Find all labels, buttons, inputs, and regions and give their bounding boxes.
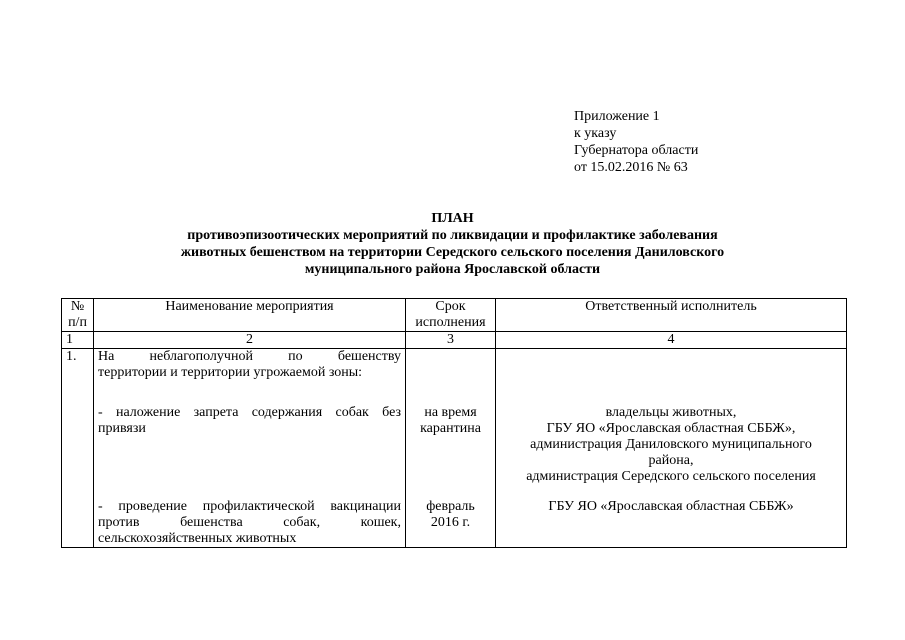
column-number: 1: [62, 332, 94, 349]
header-term: [406, 299, 496, 332]
appendix-block: [574, 108, 698, 176]
responsible-line: администрация Середского сельского поселения: [526, 469, 816, 484]
row-name-cell: [94, 349, 406, 548]
appendix-line: от 15.02.2016 № 63: [574, 160, 688, 175]
title-line: животных бешенством на территории Середского сельского поселения Даниловского: [180, 245, 725, 260]
header-term-line: Срок: [435, 299, 466, 314]
header-responsible: Ответственный исполнитель: [496, 299, 847, 332]
responsible-line: ГБУ ЯО «Ярославская областная СББЖ»,: [546, 421, 796, 436]
appendix-line: к указу: [574, 126, 617, 141]
plan-table: [61, 298, 847, 548]
responsible-line: владельцы животных,: [605, 405, 737, 420]
title-line: муниципального района Ярославской области: [304, 262, 601, 277]
header-num-line: п/п: [68, 315, 87, 330]
header-num: [62, 299, 94, 332]
term-line: карантина: [420, 421, 481, 436]
responsible-line: района,: [648, 453, 694, 468]
table-header-row: [62, 299, 847, 332]
intro-line: На неблагополучной по бешенству: [98, 349, 401, 364]
title-line: противоэпизоотических мероприятий по ликвидации и профилактике заболевания: [187, 228, 718, 243]
item-text-line: против бешенства собак, кошек,: [98, 515, 401, 530]
appendix-line: Губернатора области: [574, 143, 699, 158]
term-line: 2016 г.: [430, 515, 471, 530]
row-number: 1.: [62, 349, 94, 548]
column-number: 3: [406, 332, 496, 349]
term-line: февраль: [426, 499, 475, 514]
item-text-line: - проведение профилактической вакцинации: [98, 499, 401, 514]
column-number: 4: [496, 332, 847, 349]
item-text-line: сельскохозяйственных животных: [98, 531, 297, 546]
intro-line: территории и территории угрожаемой зоны:: [98, 365, 363, 380]
responsible-line: администрация Даниловского муниципального: [530, 437, 812, 452]
document-title: [60, 210, 845, 278]
column-number-row: [62, 332, 847, 349]
table-row: [62, 349, 847, 548]
title-line: ПЛАН: [431, 211, 474, 226]
item-text: - наложение запрета содержания собак без привязи: [98, 405, 401, 436]
row-term-cell: [406, 349, 496, 548]
header-num-line: №: [70, 299, 85, 314]
column-number: 2: [94, 332, 406, 349]
header-term-line: исполнения: [415, 315, 486, 330]
term-line: на время: [424, 405, 477, 420]
header-name: Наименование мероприятия: [94, 299, 406, 332]
responsible-line: ГБУ ЯО «Ярославская областная СББЖ»: [548, 499, 794, 514]
appendix-line: Приложение 1: [574, 109, 660, 124]
row-responsible-cell: [496, 349, 847, 548]
